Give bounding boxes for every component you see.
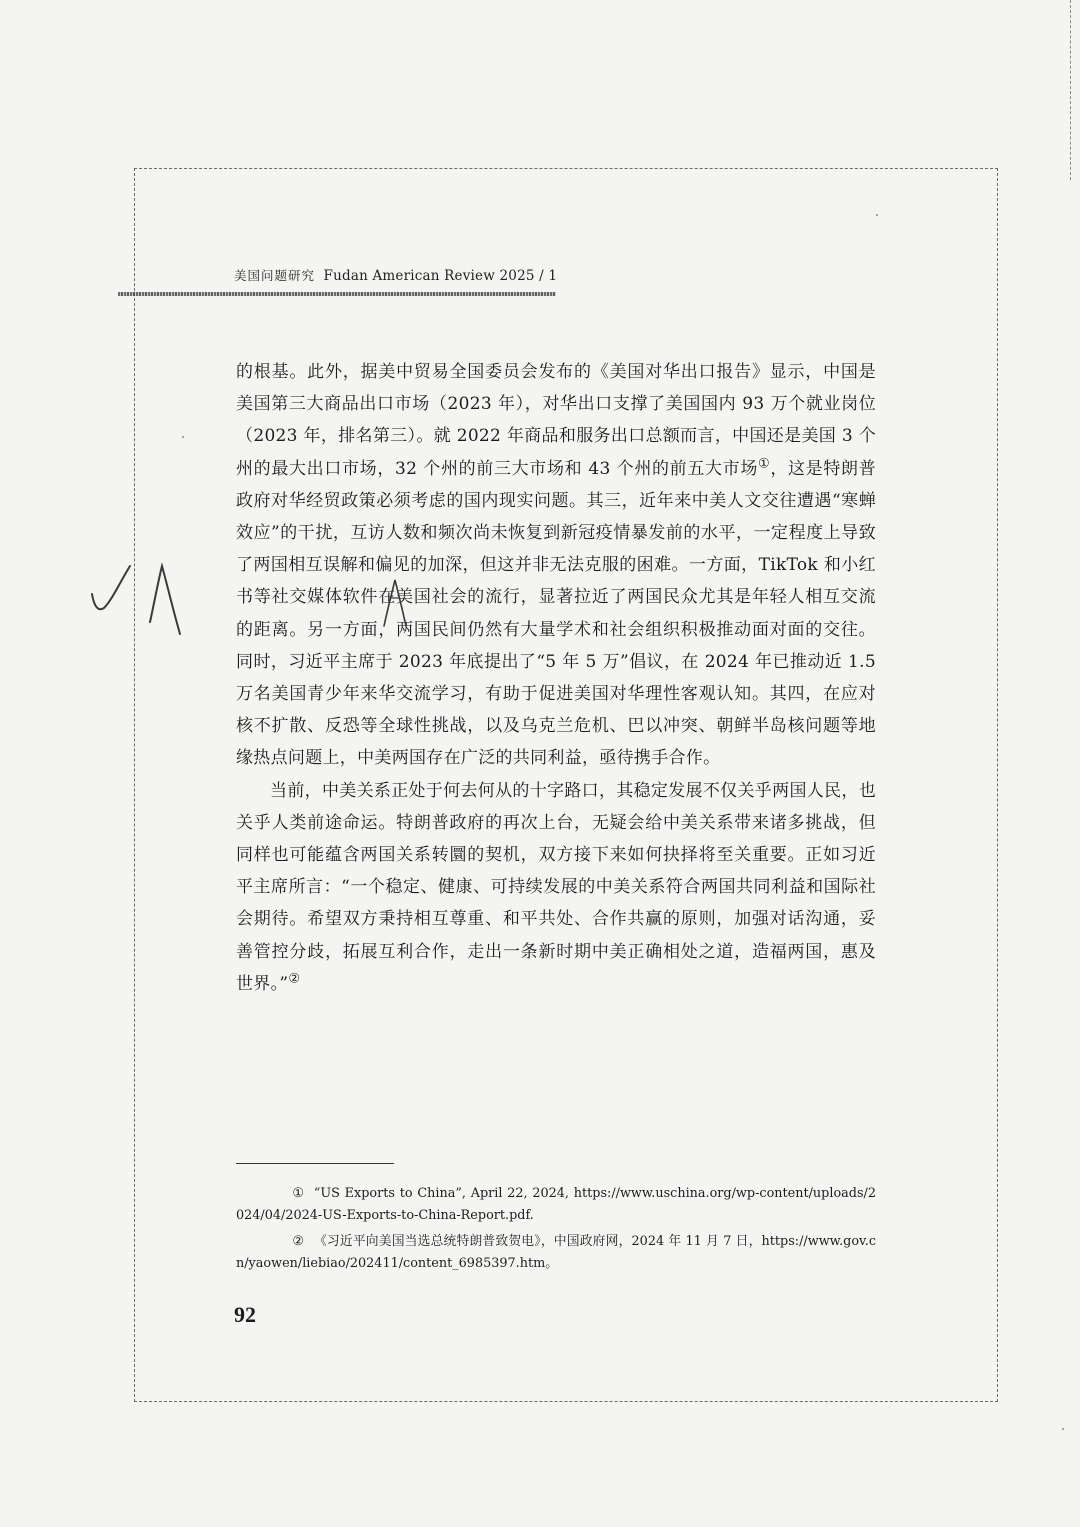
body-text xyxy=(236,356,876,1000)
journal-title-en: Fudan American Review 2025 / 1 xyxy=(323,268,558,284)
scan-speck xyxy=(1062,1428,1064,1430)
running-head xyxy=(234,266,557,284)
footnote-text: 《习近平向美国当选总统特朗普致贺电》，中国政府网，2024 年 11 月 7 日，https://www.gov.cn/yaowen/liebiao/202411/content_6985397.htm。 xyxy=(236,1234,876,1271)
scan-speck xyxy=(182,436,184,438)
scan-speck xyxy=(876,214,878,216)
footnote-ref[interactable]: ② xyxy=(288,971,301,987)
paragraph xyxy=(236,775,876,1000)
footnote-number: ① xyxy=(292,1186,304,1201)
paragraph-text: 当前，中美关系正处于何去何从的十字路口，其稳定发展不仅关乎两国人民，也关乎人类前途命运。特朗普政府的再次上台，无疑会给中美关系带来诸多挑战，但同样也可能蕴含两国关系转圜的契机，双方接下来如何抉择将至关重要。正如习近平主席所言：“一个稳定、健康、可持续发展的中美关系符合两国共同利益和国际社会期待。希望双方秉持相互尊重、和平共处、合作共赢的原则，加强对话沟通，妥善管控分歧，拓展互利合作，走出一条新时期中美正确相处之道，造福两国，惠及世界。” xyxy=(236,780,876,994)
footnote xyxy=(236,1183,876,1227)
page-number: 92 xyxy=(234,1302,256,1327)
paragraph xyxy=(236,356,876,775)
footnotes xyxy=(236,1183,876,1279)
footnote xyxy=(236,1231,876,1275)
paragraph-text: ，这是特朗普政府对华经贸政策必须考虑的国内现实问题。其三，近年来中美人文交往遭遇“寒蝉效应”的干扰，互访人数和频次尚未恢复到新冠疫情暴发前的水平，一定程度上导致了两国相互误解和偏见的加深，但这并非无法克服的困难。一方面，TikTok 和小红书等社交媒体软件在美国社会的流行，显著拉近了两国民众尤其是年轻人相互交流的距离。另一方面，两国民间仍然有大量学术和社会组织积极推动面对面的交往。同时，习近平主席于 2023 年底提出了“5 年 5 万”倡议，在 2024 年已推动近 1.5 万名美国青少年来华交流学习，有助于促进美国对华理性客观认知。其四，在应对核不扩散、反恐等全球性挑战，以及乌克兰危机、巴以冲突、朝鲜半岛核问题等地缘热点问题上，中美两国存在广泛的共同利益，亟待携手合作。 xyxy=(236,458,876,769)
handwritten-checkmark-annotation xyxy=(84,560,204,650)
scan-edge-mark xyxy=(1070,0,1071,180)
paragraph-text: 的根基。此外，据美中贸易全国委员会发布的《美国对华出口报告》显示，中国是美国第三大商品出口市场（2023 年），对华出口支撑了美国国内 93 万个就业岗位（2023 年，排名第三）。就 2022 年商品和服务出口总额而言，中国还是美国 3 个州的最大出口市场，32 个州的前三大市场和 43 个州的前五大市场 xyxy=(236,362,876,479)
handwritten-caret-mark xyxy=(382,578,408,630)
footnote-text: “US Exports to China”, April 22, 2024, https://www.uschina.org/wp-content/uploads/2024/04/2024-US-Exports-to-China-Report.pdf. xyxy=(236,1186,876,1223)
header-rule xyxy=(118,292,556,296)
footnote-separator xyxy=(236,1163,394,1164)
footnote-number: ② xyxy=(292,1234,304,1249)
journal-title-cn: 美国问题研究 xyxy=(234,268,316,283)
footnote-ref[interactable]: ① xyxy=(758,455,771,471)
